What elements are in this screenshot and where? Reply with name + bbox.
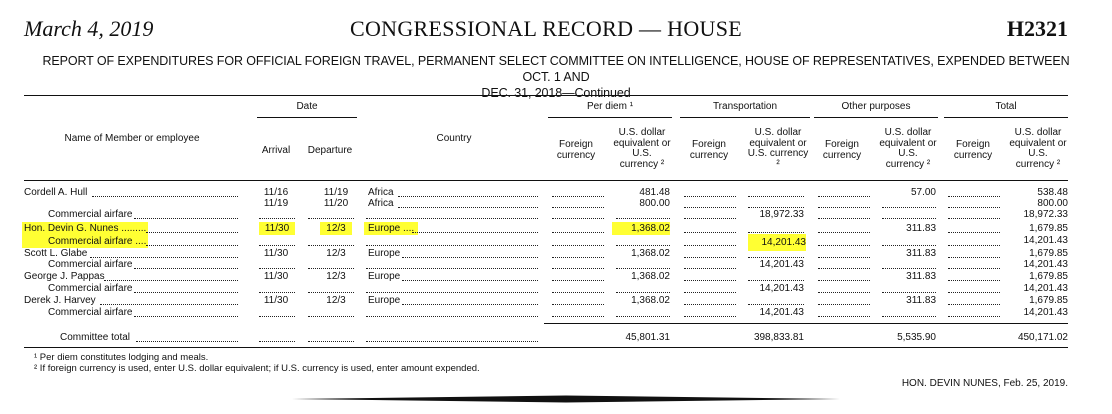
header-bottom-rule xyxy=(24,180,1068,181)
col-header-arrival: Arrival xyxy=(261,145,291,156)
leader-dots xyxy=(948,304,1000,305)
other-group-rule xyxy=(814,117,938,118)
date-group-rule xyxy=(257,117,357,118)
leader-dots xyxy=(684,292,736,293)
row-5-per-diem: 1,368.02 xyxy=(631,248,670,259)
row-6-name: Commercial airfare xyxy=(48,259,133,270)
leader-dots xyxy=(552,232,604,233)
leader-dots xyxy=(616,245,670,246)
total-group-rule xyxy=(944,117,1068,118)
row-0-country: Africa xyxy=(368,187,394,198)
leader-dots xyxy=(146,232,238,233)
leader-dots xyxy=(748,232,804,233)
leader-dots xyxy=(552,268,604,269)
row-7-per-diem: 1,368.02 xyxy=(631,271,670,282)
leader-dots xyxy=(882,316,936,317)
row-1-country: Africa xyxy=(368,198,394,209)
end-of-section-bar xyxy=(292,394,840,404)
row-1-per-diem: 800.00 xyxy=(639,198,670,209)
leader-dots xyxy=(748,257,804,258)
row-0-per-diem: 481.48 xyxy=(639,187,670,198)
row-9-name: Derek J. Harvey xyxy=(24,295,96,306)
leader-dots xyxy=(366,268,538,269)
row-0-departure: 11/19 xyxy=(323,187,349,198)
leader-dots xyxy=(818,304,870,305)
report-title-line-1: REPORT OF EXPENDITURES FOR OFFICIAL FOREIGN TRAVEL, PERMANENT SELECT COMMITTEE ON INTELLIGENCE, HOUSE OF REPRESENTATIVES, EXPENDED BETWEEN OCT. 1 AND xyxy=(42,54,1070,84)
leader-dots xyxy=(402,257,538,258)
per-diem-foreign-header: Foreign currency xyxy=(556,139,596,161)
table-bottom-rule xyxy=(24,347,1068,348)
col-header-per-diem: Per diem ¹ xyxy=(586,101,634,112)
leader-dots xyxy=(616,218,670,219)
row-6-transport: 14,201.43 xyxy=(759,259,804,270)
committee-total-other: 5,535.90 xyxy=(897,332,936,343)
leader-dots xyxy=(684,207,736,208)
col-header-transportation: Transportation xyxy=(712,101,778,112)
leader-dots xyxy=(402,304,538,305)
leader-dots xyxy=(684,218,736,219)
leader-dots xyxy=(552,292,604,293)
row-4-transport: 14,201.43 xyxy=(748,234,806,251)
leader-dots xyxy=(366,316,538,317)
leader-dots xyxy=(259,292,295,293)
other-usd-header: U.S. dollar equivalent or U.S. currency ² xyxy=(879,127,937,170)
leader-dots xyxy=(948,268,1000,269)
col-header-other-purposes: Other purposes xyxy=(841,101,911,112)
row-5-total: 1,679.85 xyxy=(1029,248,1068,259)
leader-dots xyxy=(366,218,538,219)
leader-dots xyxy=(948,218,1000,219)
leader-dots xyxy=(552,280,604,281)
row-2-transport: 18,972.33 xyxy=(759,209,804,220)
row-10-total: 14,201.43 xyxy=(1023,307,1068,318)
leader-dots xyxy=(552,304,604,305)
leader-dots xyxy=(748,304,804,305)
row-0-total: 538.48 xyxy=(1037,187,1068,198)
committee-total-total: 450,171.02 xyxy=(1017,332,1068,343)
leader-dots xyxy=(818,196,870,197)
row-5-departure: 12/3 xyxy=(326,248,346,259)
leader-dots xyxy=(259,268,295,269)
committee-total-label: Committee total xyxy=(60,332,131,343)
leader-dots xyxy=(308,341,354,342)
leader-dots xyxy=(948,292,1000,293)
leader-dots xyxy=(684,196,736,197)
leader-dots xyxy=(134,218,238,219)
row-10-name: Commercial airfare xyxy=(48,307,133,318)
row-1-total: 800.00 xyxy=(1037,198,1068,209)
row-9-country: Europe xyxy=(368,295,401,306)
leader-dots xyxy=(146,245,238,246)
col-header-departure: Departure xyxy=(307,145,353,156)
leader-dots xyxy=(100,304,238,305)
leader-dots xyxy=(616,268,670,269)
leader-dots-text: .... xyxy=(132,236,147,247)
footnote-2: ² If foreign currency is used, enter U.S. dollar equivalent; if U.S. currency is used, enter amount expended. xyxy=(34,363,480,374)
totals-rule xyxy=(544,323,1068,324)
row-8-total: 14,201.43 xyxy=(1023,283,1068,294)
leader-dots xyxy=(882,292,936,293)
leader-dots xyxy=(948,280,1000,281)
row-7-total: 1,679.85 xyxy=(1029,271,1068,282)
per-diem-group-rule xyxy=(548,117,672,118)
row-8-name: Commercial airfare xyxy=(48,283,133,294)
leader-dots xyxy=(684,304,736,305)
leader-dots xyxy=(948,257,1000,258)
leader-dots xyxy=(684,280,736,281)
col-header-date: Date xyxy=(296,101,318,112)
row-2-total: 18,972.33 xyxy=(1023,209,1068,220)
leader-dots xyxy=(366,292,538,293)
leader-dots xyxy=(92,196,238,197)
leader-dots xyxy=(398,207,538,208)
leader-dots xyxy=(308,245,354,246)
leader-dots xyxy=(259,341,295,342)
leader-dots xyxy=(748,196,804,197)
row-0-arrival: 11/16 xyxy=(263,187,289,198)
leader-dots xyxy=(948,245,1000,246)
leader-dots xyxy=(818,257,870,258)
table-top-rule xyxy=(24,95,1068,96)
row-9-per-diem: 1,368.02 xyxy=(631,295,670,306)
leader-dots xyxy=(308,292,354,293)
row-1-arrival: 11/19 xyxy=(263,198,289,209)
row-2-name: Commercial airfare xyxy=(48,209,133,220)
committee-total-transport: 398,833.81 xyxy=(753,332,804,343)
col-header-country: Country xyxy=(436,133,472,144)
row-5-country: Europe xyxy=(368,248,401,259)
leader-dots xyxy=(412,232,538,233)
leader-dots xyxy=(552,257,604,258)
leader-dots xyxy=(948,232,1000,233)
leader-dots xyxy=(818,268,870,269)
leader-dots xyxy=(882,268,936,269)
committee-total-per-diem: 45,801.31 xyxy=(625,332,670,343)
leader-dots xyxy=(136,341,238,342)
leader-dots xyxy=(818,207,870,208)
total-foreign-header: Foreign currency xyxy=(953,139,993,161)
row-10-transport: 14,201.43 xyxy=(759,307,804,318)
row-3-name-highlighted xyxy=(22,222,148,235)
leader-dots xyxy=(308,268,354,269)
leader-dots xyxy=(748,280,804,281)
leader-dots xyxy=(398,196,538,197)
leader-dots xyxy=(748,207,804,208)
leader-dots xyxy=(402,280,538,281)
transport-foreign-header: Foreign currency xyxy=(689,139,729,161)
row-0-name: Cordell A. Hull xyxy=(24,187,88,198)
leader-dots xyxy=(366,341,538,342)
row-8-transport: 14,201.43 xyxy=(759,283,804,294)
row-1-departure: 11/20 xyxy=(323,198,349,209)
leader-dots xyxy=(134,316,238,317)
leader-dots xyxy=(552,218,604,219)
leader-dots xyxy=(552,207,604,208)
row-9-other: 311.83 xyxy=(906,295,936,306)
leader-dots xyxy=(552,196,604,197)
leader-dots xyxy=(134,292,238,293)
row-5-arrival: 11/30 xyxy=(263,248,289,259)
leader-dots xyxy=(308,218,354,219)
leader-dots xyxy=(684,316,736,317)
leader-dots-text: .... xyxy=(400,223,415,234)
leader-dots xyxy=(882,207,936,208)
publication-title: CONGRESSIONAL RECORD — HOUSE xyxy=(349,16,742,41)
row-3-departure: 12/3 xyxy=(320,222,352,235)
row-3-per-diem: 1,368.02 xyxy=(612,222,670,235)
leader-dots xyxy=(90,257,238,258)
leader-dots xyxy=(134,268,238,269)
row-9-total: 1,679.85 xyxy=(1029,295,1068,306)
leader-dots xyxy=(104,280,238,281)
footnote-1: ¹ Per diem constitutes lodging and meals. xyxy=(34,352,209,363)
per-diem-usd-header: U.S. dollar equivalent or U.S. currency ² xyxy=(613,127,671,170)
leader-dots xyxy=(616,292,670,293)
transport-usd-header: U.S. dollar equivalent or U.S. currency ² xyxy=(747,127,809,170)
report-title-line-2: DEC. 31, 2018—Continued xyxy=(481,86,631,100)
leader-dots xyxy=(948,207,1000,208)
col-header-total: Total xyxy=(995,101,1017,112)
leader-dots-text: ......... xyxy=(118,223,147,234)
row-4-name: Commercial airfare xyxy=(48,236,133,247)
row-7-arrival: 11/30 xyxy=(263,271,289,282)
leader-dots xyxy=(259,245,295,246)
leader-dots xyxy=(818,232,870,233)
leader-dots xyxy=(684,257,736,258)
row-9-arrival: 11/30 xyxy=(263,295,289,306)
row-3-name: Hon. Devin G. Nunes xyxy=(24,223,119,234)
row-3-country-highlighted xyxy=(364,222,418,235)
row-7-other: 311.83 xyxy=(906,271,936,282)
row-3-country: Europe xyxy=(368,223,401,234)
total-usd-header: U.S. dollar equivalent or U.S. currency ² xyxy=(1009,127,1067,170)
row-3-arrival: 11/30 xyxy=(259,222,295,235)
leader-dots xyxy=(259,218,295,219)
issue-date: March 4, 2019 xyxy=(24,16,154,41)
leader-dots xyxy=(818,280,870,281)
row-4-total: 14,201.43 xyxy=(1023,235,1068,246)
row-3-total: 1,679.85 xyxy=(1029,223,1068,234)
leader-dots xyxy=(818,218,870,219)
leader-dots xyxy=(684,232,736,233)
row-7-country: Europe xyxy=(368,271,401,282)
leader-dots xyxy=(818,292,870,293)
leader-dots xyxy=(818,316,870,317)
other-foreign-header: Foreign currency xyxy=(822,139,862,161)
leader-dots xyxy=(259,316,295,317)
leader-dots xyxy=(366,245,538,246)
row-5-name: Scott L. Glabe xyxy=(24,248,88,259)
leader-dots xyxy=(684,268,736,269)
signature: HON. DEVIN NUNES, Feb. 25, 2019. xyxy=(901,378,1068,389)
leader-dots xyxy=(308,316,354,317)
page-number: H2321 xyxy=(1006,16,1068,41)
report-title xyxy=(40,53,1072,101)
col-header-name: Name of Member or employee xyxy=(64,133,200,144)
leader-dots xyxy=(948,196,1000,197)
leader-dots xyxy=(882,245,936,246)
row-5-other: 311.83 xyxy=(906,248,936,259)
row-6-total: 14,201.43 xyxy=(1023,259,1068,270)
masthead xyxy=(24,14,1068,44)
leader-dots xyxy=(616,316,670,317)
row-0-other: 57.00 xyxy=(910,187,936,198)
leader-dots xyxy=(818,245,870,246)
leader-dots xyxy=(948,316,1000,317)
transportation-group-rule xyxy=(680,117,810,118)
row-7-name: George J. Pappas xyxy=(24,271,105,282)
leader-dots xyxy=(552,316,604,317)
row-4-name-highlighted xyxy=(22,235,148,248)
row-7-departure: 12/3 xyxy=(326,271,346,282)
leader-dots xyxy=(552,245,604,246)
leader-dots xyxy=(684,245,736,246)
row-3-other: 311.83 xyxy=(906,223,936,234)
row-9-departure: 12/3 xyxy=(326,295,346,306)
leader-dots xyxy=(882,218,936,219)
